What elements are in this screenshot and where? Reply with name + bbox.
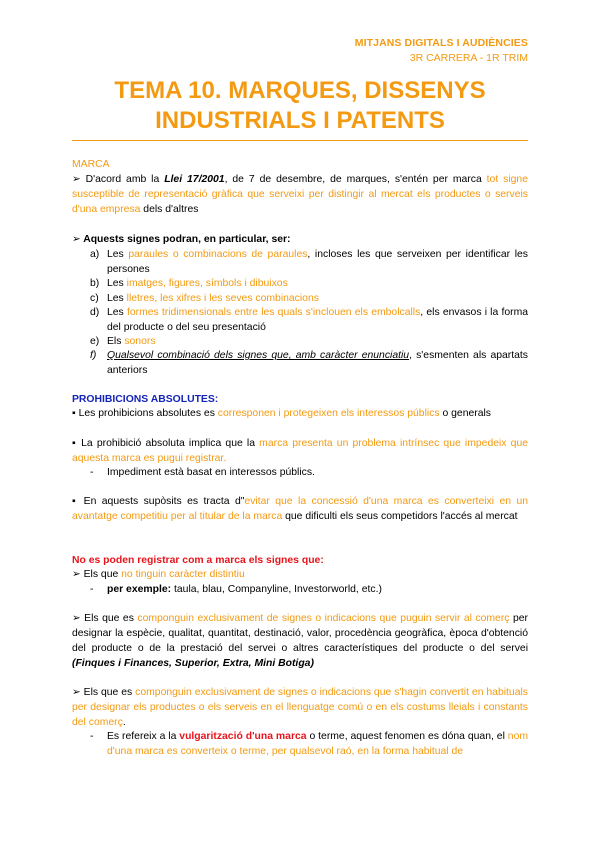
- course-name: MITJANS DIGITALS I AUDIÈNCIES: [354, 37, 528, 49]
- prohibitions-p2: ▪ La prohibició absoluta implica que la marca presenta un problema intrínsec que impedeix que aquesta marca es pugui registrar.: [72, 438, 529, 464]
- section-heading-marca: MARCA: [72, 159, 110, 170]
- list-item: d) Les formes tridimensionals entre les quals s'inclouen els embolcalls, els envasos i la forma del producte o del seu presentació: [90, 307, 529, 333]
- list-item: f) Qualsevol combinació dels signes que, amb caràcter enunciatiu, s'esmenten als apartats anteriors: [90, 350, 528, 376]
- title-divider: [72, 140, 528, 141]
- marca-intro: ➢ D'acord amb la Llei 17/2001, de 7 de desembre, de marques, s'entén per marca tot signe susceptible de representació gràfica que serveixi per distingir al mercat els productes o serveis d'una empresa dels d'altres: [72, 174, 528, 215]
- page-title: [72, 76, 528, 136]
- list-item: - Es refereix a la vulgarització d'una marca o terme, aquest fenomen es dóna quan, el nom d'una marca es converteix o terme, per qualsevol raó, en la forma habitual de: [90, 731, 529, 757]
- prohibitions-p3: ▪ En aquests supòsits es tracta d"evitar que la concessió d'una marca es converteixi en un avantatge competitiu per al titular de la marca que dificulti els seus competidors l'accés al mercat: [72, 496, 528, 522]
- course-term: 3R CARRERA - 1R TRIM: [409, 52, 528, 64]
- list-item: e) Els sonors: [90, 336, 156, 347]
- list-item: b) Les imatges, figures, símbols i dibuixos: [90, 278, 288, 289]
- no-register-c1: ➢ Els que no tinguin caràcter distintiu: [72, 569, 245, 580]
- section-heading-prohibitions: PROHIBICIONS ABSOLUTES:: [72, 394, 219, 405]
- page-header: [355, 36, 528, 66]
- prohibitions-p1: ▪ Les prohibicions absolutes es corresponen i protegeixen els interessos públics o generals: [72, 408, 491, 419]
- list-item: - per exemple: taula, blau, Companyline, Investorworld, etc.): [90, 584, 382, 595]
- list-item: a) Les paraules o combinacions de paraules, incloses les que serveixen per identificar les persones: [90, 249, 529, 275]
- no-register-c3: ➢ Els que es componguin exclusivament de signes o indicacions que s'hagin convertit en habituals per designar els productes o els serveis en el llenguatge comú o en els costums lleials i constants del comerç.: [72, 687, 528, 728]
- title-line-1: TEMA 10. MARQUES, DISSENYS: [114, 77, 486, 104]
- list-item: - Impediment està basat en interessos públics.: [90, 467, 315, 478]
- section-heading-no-register: No es poden registrar com a marca els signes que:: [72, 555, 324, 566]
- list-item: c) Les lletres, les xifres i les seves combinacions: [90, 293, 319, 304]
- no-register-c2: ➢ Els que es componguin exclusivament de signes o indicacions que puguin servir al comerç per designar la espècie, qualitat, quantitat, destinació, valor, procedència geogràfica, època d'obtenció del producte o de la prestació del servei o altres característiques del producte o del servei (Finques i Finances, Superior, Extra, Mini Botiga): [72, 613, 528, 669]
- title-line-2: INDUSTRIALS I PATENTS: [155, 107, 445, 134]
- signs-heading: ➢ Aquests signes podran, en particular, ser:: [72, 234, 291, 245]
